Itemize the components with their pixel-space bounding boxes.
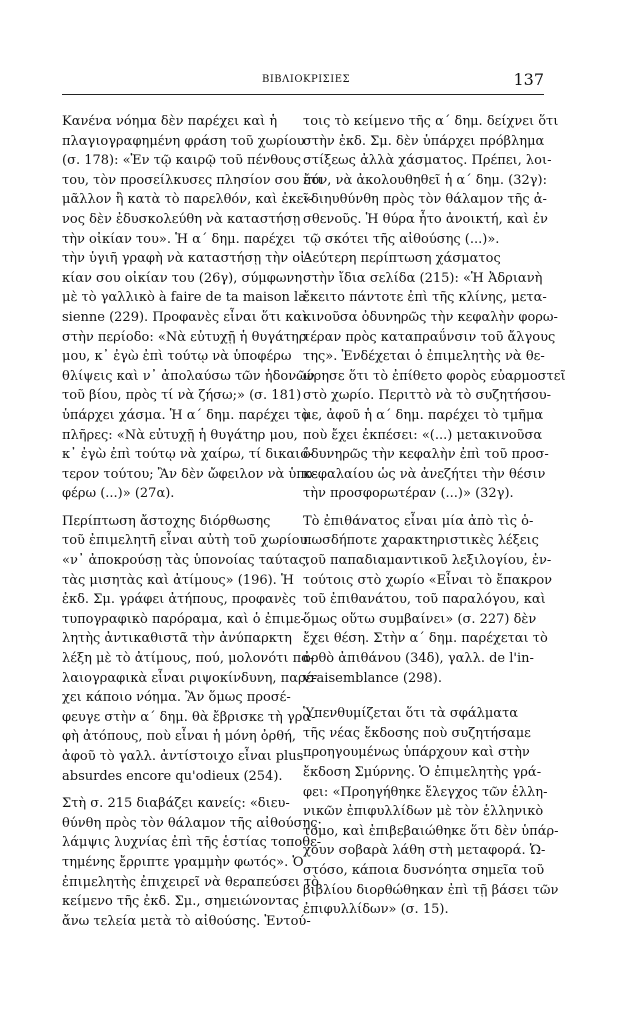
text-line: ἀφοῦ τὸ γαλλ. ἀντίστοιχο εἶναι plus [62, 749, 304, 764]
text-line: Τὸ ἐπιθάνατος εἶναι μία ἀπὸ τὶς ὁ- [303, 513, 534, 529]
text-line: τοῦ βίου, πρὸς τί νὰ ζήσω;» (σ. 181) [62, 388, 302, 404]
paragraph-gap [62, 786, 294, 794]
text-line: μᾶλλον ἢ κατὰ τὸ παρελθόν, καὶ ἐκεῖ- [62, 192, 313, 208]
text-line: ὅμως οὕτω συμβαίνει» (σ. 227) δὲν [303, 611, 537, 627]
text-line: κεφαλαίου ὡς νὰ ἀνεζήτει τὴν θέσιν [303, 466, 546, 482]
text-line: ώρησε ὅτι τὸ ἐπίθετο φορὸς εὐαρμοστεῖ [303, 368, 566, 384]
text-line: ποὺ ἔχει ἐκπέσει: «(...) μετακινοῦσα [303, 427, 543, 443]
text-line: ἐκδ. Σμ. γράφει ἀτήπους, προφανὲς [62, 592, 296, 608]
right-text-column [303, 112, 566, 920]
text-line: ἐπιφυλλίδων» (σ. 15). [303, 902, 449, 918]
text-line: κινοῦσα ὀδυνηρῶς τὴν κεφαλὴν φορω- [303, 309, 558, 325]
text-line: Κανένα νόημα δὲν παρέχει καὶ ἡ [62, 114, 278, 129]
text-line: ἐπιμελητὴς ἐπιχειρεῖ νὰ θεραπεύσει τὸ [62, 874, 319, 890]
text-line: στὸ χωρίο. Περιττὸ νὰ τὸ συζητήσου- [303, 388, 552, 404]
text-line: κείμενο τῆς ἐκδ. Σμ., σημειώνοντας [62, 894, 300, 910]
text-line: λαιογραφικὰ εἶναι ριψοκίνδυνη, παρέ- [62, 670, 317, 686]
text-line: sienne (229). Προφανὲς εἶναι ὅτι καὶ [62, 309, 308, 325]
text-line: της». Ἐνδέχεται ὁ ἐπιμελητὴς νὰ θε- [303, 349, 545, 365]
text-line: ὀρθὸ ἀπιθάνου (34δ), γαλλ. de l'in- [303, 651, 534, 667]
text-line: πόν, νὰ ἀκολουθηθεῖ ἡ α΄ δημ. (32γ): [303, 172, 547, 188]
text-line: λάμψις λυχνίας ἐπὶ τῆς ἑστίας τοποθε- [62, 835, 322, 851]
text-line: τῆς νέας ἔκδοσης ποὺ συζητήσαμε [303, 725, 531, 741]
text-line: με, ἀφοῦ ἡ α΄ δημ. παρέχει τὸ τμῆμα [303, 407, 544, 423]
text-line: ἄνω τελεία μετὰ τὸ αἰθούσης. Ἐντού- [62, 913, 311, 929]
text-line: Στὴ σ. 215 διαβάζει κανείς: «διευ- [62, 796, 290, 812]
text-line: πωσδήποτε χαρακτηριστικὲς λέξεις [303, 533, 539, 549]
text-line: τόμο, καὶ ἐπιβεβαιώθηκε ὅτι δὲν ὑπάρ- [303, 823, 559, 839]
text-line: τὰς μισητὰς καὶ ἀτίμους» (196). Ἡ [62, 572, 294, 588]
text-line: πλαγιογραφημένη φράση τοῦ χωρίου [62, 133, 305, 149]
text-line: στίξεως ἀλλὰ χάσματος. Πρέπει, λοι- [303, 153, 552, 169]
text-line: προηγουμένως ὑπάρχουν καὶ στὴν [303, 745, 530, 761]
page-number: 137 [513, 70, 544, 89]
text-line: λητὴς ἀντικαθιστᾶ τὴν ἀνύπαρκτη [62, 631, 292, 647]
text-line: λέξη μὲ τὸ ἀτίμους, πού, μολονότι πα- [62, 651, 315, 667]
text-line: «διηυθύνθη πρὸς τὸν θάλαμον τῆς ἀ- [303, 192, 547, 208]
text-line: στὴν ἴδια σελίδα (215): «Ἡ Ἀδριανὴ [303, 270, 543, 286]
page-header [62, 72, 544, 95]
text-line: τούτοις στὸ χωρίο «Εἶναι τὸ ἔπακρον [303, 572, 553, 588]
text-line: Περίπτωση ἄστοχης διόρθωσης [62, 513, 271, 529]
text-line: τυπογραφικὸ παρόραμα, καὶ ὁ ἐπιμε- [62, 611, 305, 627]
text-line: ὀδυνηρῶς τὴν κεφαλὴν ἐπὶ τοῦ προσ- [303, 447, 549, 463]
text-line: τὴν οἰκίαν του». Ἡ α΄ δημ. παρέχει [62, 231, 296, 247]
text-line: (σ. 178): «Ἐν τῷ καιρῷ τοῦ πένθους [62, 153, 302, 169]
text-line: ἔκδοση Σμύρνης. Ὁ ἐπιμελητὴς γρά- [303, 765, 542, 780]
text-line: τημένης ἔρριπτε γραμμὴν φωτός». Ὁ [62, 854, 304, 870]
text-line: ἔχει θέση. Στὴν α΄ δημ. παρέχεται τὸ [303, 631, 548, 647]
text-line: τὴν ὑγιῆ γραφὴ νὰ καταστήσῃ τὴν οἰ- [62, 251, 310, 267]
text-line: absurdes encore qu'odieux (254). [62, 768, 283, 784]
text-line: χει κάποιο νόημα. Ἂν ὅμως προσέ- [62, 690, 291, 706]
paragraph-gap [303, 504, 545, 512]
text-line: νικῶν ἐπιφυλλίδων μὲ τὸν ἑλληνικὸ [303, 804, 544, 820]
text-line: νος δὲν ἐδυσκολεύθη νὰ καταστήσῃ [62, 211, 301, 227]
text-line: φὴ ἀτόπους, ποὺ εἶναι ἡ μόνη ὀρθή, [62, 729, 297, 745]
running-title: ΒΙΒΛΙΟΚΡΙΣΙΕΣ [262, 74, 351, 85]
text-line: τοις τὸ κείμενο τῆς α΄ δημ. δείχνει ὅτι [303, 114, 559, 129]
text-line: μὲ τὸ γαλλικὸ à faire de ta maison la [62, 290, 306, 306]
text-line: του, τὸν προσείλκυσες πλησίον σου ἔτι [62, 172, 323, 188]
text-line: θλίψεις καὶ ν᾿ ἀπολαύσω τῶν ἡδονῶν [62, 368, 315, 384]
text-line: τοῦ ἐπιμελητῆ εἶναι αὐτὴ τοῦ χωρίου [62, 533, 308, 549]
text-line: σθενοῦς. Ἡ θύρα ἦτο ἀνοικτή, καὶ ἐν [303, 211, 548, 227]
text-line: φευγε στὴν α΄ δημ. θὰ ἔβρισκε τὴ γρα- [62, 709, 316, 725]
text-line: μου, κ᾿ ἐγὼ ἐπὶ τούτῳ νὰ ὑποφέρω [62, 349, 292, 365]
paragraph-gap [303, 696, 545, 704]
text-line: τῷ σκότει τῆς αἰθούσης (...)». [303, 231, 500, 247]
left-text-column [62, 112, 323, 931]
text-line: πλῆρες: «Νὰ εὐτυχῇ ἡ θυγάτηρ μου, [62, 427, 298, 443]
text-line: vraisemblance (298). [303, 670, 442, 686]
text-line: στὴν περίοδο: «Νὰ εὐτυχῇ ἡ θυγάτηρ [62, 329, 307, 345]
paragraph-gap [303, 688, 545, 696]
text-line: φει: «Προηγήθηκε ἔλεγχος τῶν ἑλλη- [303, 784, 548, 800]
text-line: Δεύτερη περίπτωση χάσματος [303, 251, 501, 267]
text-line: θύνθη πρὸς τὸν θάλαμον τῆς αἰθούσης· [62, 815, 322, 831]
text-line: «ν᾿ ἀποκρούσῃ τὰς ὑπονοίας ταύτας, [62, 553, 310, 569]
text-line: ὑπάρχει χάσμα. Ἡ α΄ δημ. παρέχει τὸ [62, 407, 310, 423]
text-line: στὴν ἐκδ. Σμ. δὲν ὑπάρχει πρόβλημα [303, 133, 545, 149]
text-line: τοῦ ἐπιθανάτου, τοῦ παραλόγου, καὶ [303, 592, 546, 608]
text-line: κ᾿ ἐγὼ ἐπὶ τούτῳ νὰ χαίρω, τί δικαιό- [62, 447, 313, 463]
text-line: τερον τούτου; Ἂν δὲν ὤφειλον νὰ ὑπο- [62, 466, 318, 482]
text-line: τὴν προσφορωτέραν (...)» (32γ). [303, 486, 514, 502]
text-line: χουν σοβαρὰ λάθη στὴ μεταφορά. Ὡ- [303, 843, 546, 859]
text-line: τοῦ παπαδιαμαντικοῦ λεξιλογίου, ἐν- [303, 553, 552, 569]
text-line: τέραν πρὸς καταπραΰνσιν τοῦ ἄλγους [303, 329, 556, 345]
text-line: βιβλίου διορθώθηκαν ἐπὶ τῇ βάσει τῶν [303, 882, 559, 898]
text-line: Ὑπενθυμίζεται ὅτι τὰ σφάλματα [303, 706, 519, 722]
paragraph-gap [62, 504, 294, 512]
text-line: φέρω (...)» (27α). [62, 486, 175, 502]
text-line: ἔκειτο πάντοτε ἐπὶ τῆς κλίνης, μετα- [303, 290, 547, 306]
text-line: στόσο, κάποια δυσνόητα σημεῖα τοῦ [303, 862, 545, 878]
text-line: κίαν σου οἰκίαν του (26γ), σύμφωνη [62, 270, 303, 286]
